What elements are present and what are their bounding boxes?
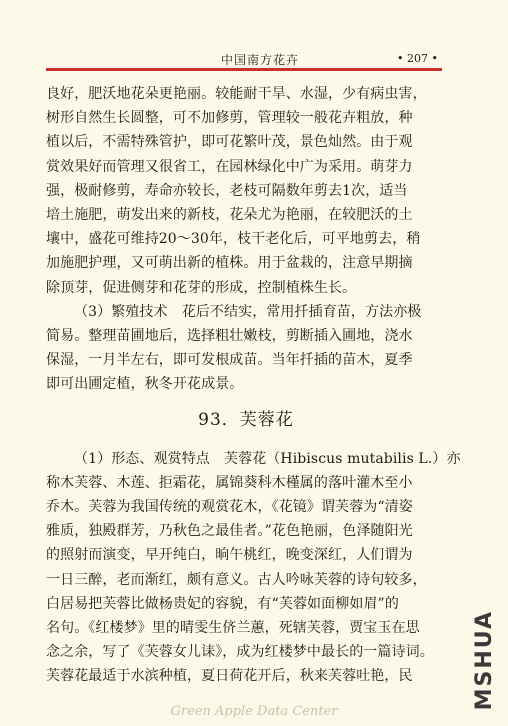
text-line: 简易。整理苗圃地后，选择粗壮嫩枝，剪断插入圃地，浇水 <box>46 328 413 345</box>
section-heading: 93．芙蓉花 <box>198 409 294 430</box>
text-line: 乔木。芙蓉为我国传统的观赏花木，《花镜》谓芙蓉为“清姿 <box>46 499 413 516</box>
text-line: 良好，肥沃地花朵更艳丽。较能耐干旱、水湿，少有病虫害， <box>46 86 427 102</box>
text-line: 保湿，一月半左右，即可发根成苗。当年扦插的苗木，夏季 <box>46 352 413 369</box>
text-line: 除顶芽，促进侧芽和花芽的形成，控制植株生长。 <box>46 279 357 296</box>
text-line: 壤中，盛花可维持20～30年，枝干老化后，可平地剪去，稍 <box>46 231 421 248</box>
header-title: 中国南方花卉 <box>221 53 300 67</box>
page-body <box>46 82 461 689</box>
text-line: 称木芙蓉、木莲、拒霜花，属锦葵科木槿属的落叶灌木至小 <box>46 474 413 491</box>
running-header <box>46 50 442 68</box>
text-line: 一日三醉，老而渐红，颇有意义。古人吟咏芙蓉的诗句较多， <box>46 571 427 588</box>
text-line: （3）繁殖技术 花后不结实，常用扦插育苗，方法亦极 <box>74 303 422 320</box>
text-line: 加施肥护理，又可萌出新的植株。用于盆栽的，注意早期摘 <box>46 255 413 272</box>
header-rule <box>46 68 442 71</box>
text-line: 即可出圃定植，秋冬开花成景。 <box>46 376 244 393</box>
text-line: 念之余，写了《芙蓉女儿诔》，成为红楼梦中最长的一篇诗词。 <box>46 644 434 661</box>
text-line: 名句。《红楼梦》里的晴雯生侪兰蕙，死辖芙蓉，贾宝玉在思 <box>46 620 420 637</box>
text-line: 树形自然生长圆整，可不加修剪，管理较一般花卉粗放，种 <box>46 110 413 127</box>
text-line: 强，极耐修剪，寿命亦较长，老枝可隔数年剪去1次，适当 <box>46 182 408 199</box>
page-number: • 207 • <box>397 52 438 65</box>
text-line: 雅质，独殿群芳，乃秋色之最佳者。”花色艳丽，色泽随阳光 <box>46 523 413 540</box>
side-watermark: MSHUA <box>472 610 497 711</box>
paragraph-3 <box>46 447 461 689</box>
text-line: （1）形态、观赏特点 芙蓉花（Hibiscus mutabilis L.）亦 <box>74 450 461 467</box>
text-line: 白居易把芙蓉比做杨贵妃的容貌，有“芙蓉如面柳如眉”的 <box>46 595 399 612</box>
text-line: 培土施肥，萌发出来的新枝，花朵尤为艳丽，在较肥沃的土 <box>46 207 413 224</box>
text-line: 的照射而演变，早开纯白，晌午桃红，晚变深红，人们谓为 <box>46 547 413 564</box>
paragraph-1 <box>46 82 446 300</box>
paragraph-2 <box>46 300 446 397</box>
text-line: 赏效果好而管理又很省工，在园林绿化中广为采用。萌芽力 <box>46 158 413 175</box>
text-line: 植以后，不需特殊管护，即可花繁叶茂，景色灿然。由于观 <box>46 134 413 151</box>
bottom-watermark: Green Apple Data Center <box>170 704 338 719</box>
text-line: 芙蓉花最适于水滨种植，夏日荷花开后，秋来芙蓉吐艳，民 <box>46 668 413 685</box>
